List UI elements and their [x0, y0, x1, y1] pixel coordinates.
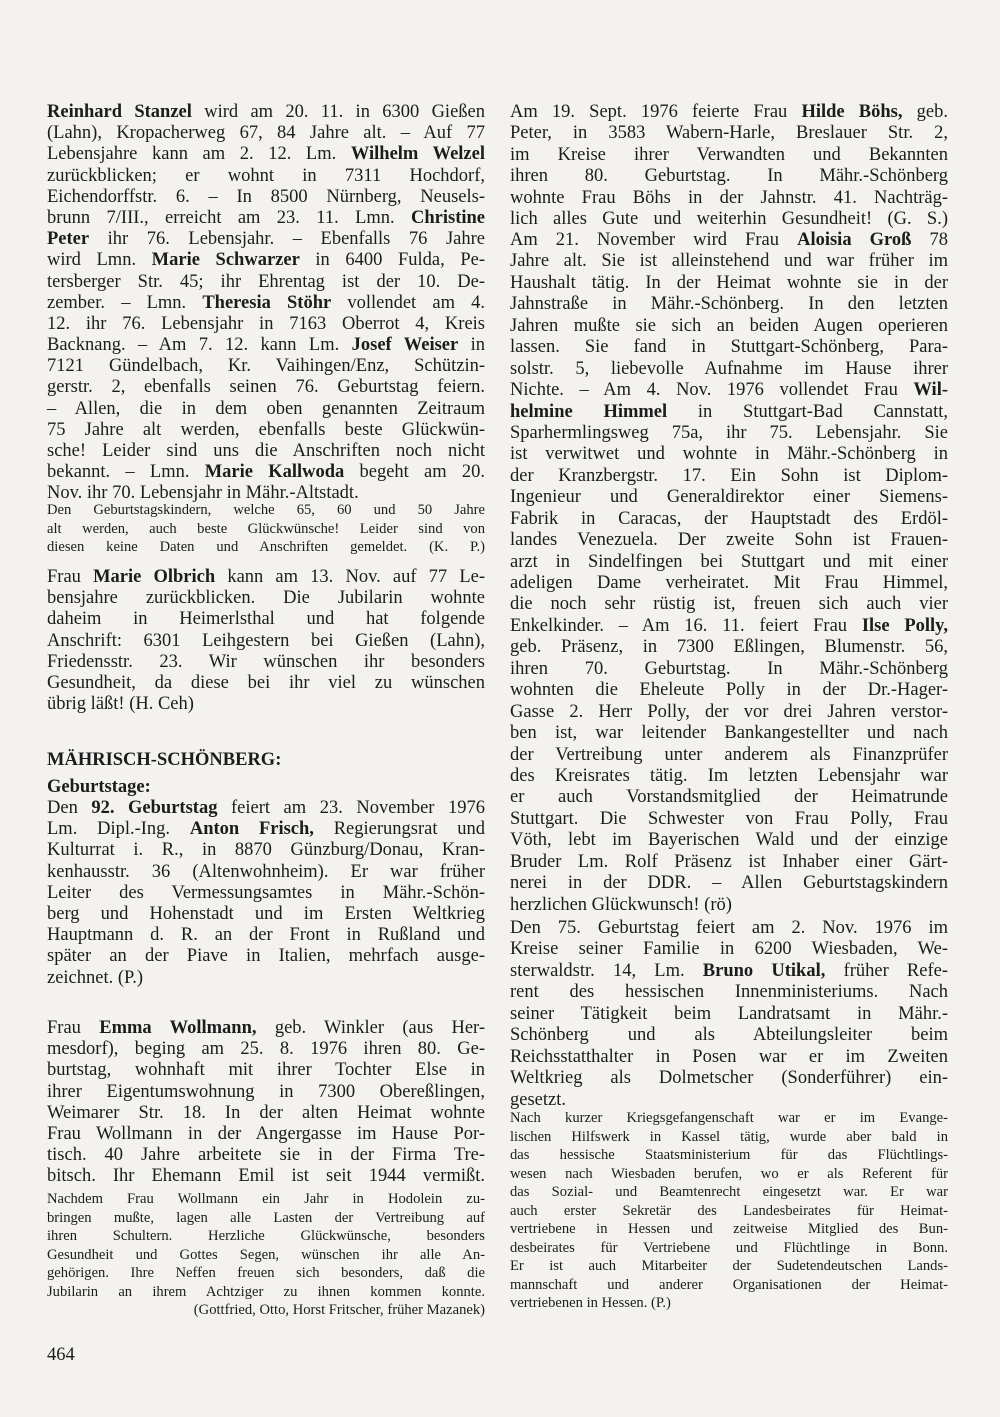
text-run: kann am 13. Nov. auf 77 Le- — [215, 567, 485, 587]
text-line — [510, 1257, 948, 1276]
bold-name: Theresia Stöhr — [202, 292, 332, 313]
text-line — [47, 694, 485, 715]
text-line — [47, 567, 485, 588]
text-run: bekannt. – Lmn. — [47, 462, 205, 483]
text-run: Jubilarin an ihrem Achtziger zu ihnen kommen konnte. — [47, 1283, 485, 1300]
bold-name: Wil- — [913, 380, 948, 401]
article-anton-frisch — [47, 798, 485, 989]
text-line — [510, 1276, 948, 1295]
text-line — [510, 787, 948, 808]
text-run: 7121 Gündelbach, Kr. Vaihingen/Enz, Schützin- — [47, 356, 485, 377]
text-line — [47, 1190, 485, 1209]
text-run: begeht am 20. — [344, 462, 485, 483]
text-run: Haushalt tätig. In der Heimat wohnte sie in der — [510, 272, 948, 293]
text-run: Backnang. – Am 7. 12. kann Lm. — [47, 335, 352, 356]
text-line — [510, 1047, 948, 1068]
text-run: kenhausstr. 36 (Altenwohnheim). Er war früher — [47, 861, 485, 882]
note-birthday-children — [47, 501, 485, 557]
bold-name: Aloisia Groß — [797, 230, 912, 250]
text-run: Frau — [47, 1018, 100, 1038]
text-line — [47, 925, 485, 946]
text-line — [510, 659, 948, 680]
text-line — [47, 1227, 485, 1246]
text-run: Peter, in 3583 Wabern-Harle, Breslauer Str. 2, — [510, 123, 948, 144]
text-line — [47, 1082, 485, 1103]
text-line — [47, 1103, 485, 1124]
text-line — [510, 123, 948, 144]
text-line — [510, 873, 948, 894]
article-aloisia-gross — [510, 230, 948, 916]
text-run: 12. ihr 76. Lebensjahr in 7163 Oberrot 4, Kreis — [47, 313, 485, 334]
text-line — [510, 530, 948, 551]
text-line — [510, 745, 948, 766]
subheading-geburtstage: Geburtstage: — [47, 777, 151, 797]
text-run: Reichsstatthalter in Posen war er im Zweiten — [510, 1046, 948, 1067]
text-run: Fabrik in Caracas, der Hauptstadt des Erdöl- — [510, 508, 948, 529]
text-line — [510, 918, 948, 939]
article-hilde-boehs — [510, 102, 948, 231]
text-line — [510, 1004, 948, 1025]
text-line — [47, 673, 485, 694]
section-heading: MÄHRISCH-SCHÖNBERG: — [47, 750, 282, 770]
text-line — [47, 904, 485, 925]
text-line — [510, 1128, 948, 1147]
text-run: alt werden, auch beste Glückwünsche! Leider sind von — [47, 520, 485, 537]
text-run: später an der Piave in Italien, mehrfach ausge- — [47, 946, 485, 967]
text-run: Nachdem Frau Wollmann ein Jahr in Hodolein zu- — [47, 1191, 485, 1207]
text-line — [510, 466, 948, 487]
text-run: Leiter des Vermessungsamtes in Mähr.-Schön- — [47, 882, 485, 903]
text-run: mannschaft und anderer Organisationen der Heimat- — [510, 1276, 948, 1293]
text-run: in Stuttgart-Bad Cannstatt, — [667, 401, 948, 422]
text-line — [47, 1145, 485, 1166]
text-line — [510, 723, 948, 744]
text-line — [47, 377, 485, 398]
text-run: wohnten die Eheleute Polly in der Dr.-Hager- — [510, 680, 948, 701]
text-run: Nov. ihr 70. Lebensjahr in Mähr.-Altstadt. — [47, 483, 359, 504]
text-run: wohnte Frau Böhs in der Jahnstr. 41. Nachträg- — [510, 187, 948, 208]
text-line — [510, 1202, 948, 1221]
bold-name: Marie Olbrich — [93, 567, 216, 587]
text-line — [510, 939, 948, 960]
bold-name: Bruno Utikal, — [702, 960, 826, 981]
text-run: Lm. Dipl.-Ing. — [47, 819, 190, 840]
text-line — [510, 1090, 948, 1111]
text-run: Gasse 2. Herr Polly, der vor drei Jahren verstor- — [510, 701, 948, 722]
text-run: diesen keine Daten und Anschriften gemeldet. (K. P.) — [47, 539, 485, 555]
text-line — [510, 273, 948, 294]
article-emma-wollmann — [47, 1018, 485, 1188]
text-line — [47, 819, 485, 840]
bold-name: Marie Schwarzer — [151, 250, 300, 271]
text-run: das hessische Staatsministerium für das Flüchtlings- — [510, 1147, 948, 1163]
text-run: Stuttgart. Die Schwester von Frau Polly, Frau — [510, 808, 948, 829]
text-run: burtstag, wohnhaft mit ihrer Tochter Else in — [47, 1060, 485, 1081]
text-line — [47, 946, 485, 967]
text-run: Kulturrat i. R., in 8870 Günzburg/Donau, Kran- — [47, 840, 485, 861]
text-run: Kreise seiner Familie in 6200 Wiesbaden, We- — [510, 939, 948, 960]
text-run: ist verwitwet und wohnte in Mähr.-Schönberg in — [510, 444, 948, 465]
text-line — [47, 399, 485, 420]
text-line — [510, 1025, 948, 1046]
text-run: ihr 76. Lebensjahr. – Ebenfalls 76 Jahre — [89, 229, 485, 250]
text-run: Lebensjahre kann am 2. 12. Lm. — [47, 144, 351, 165]
text-run: übrig läßt! (H. Ceh) — [47, 694, 194, 715]
text-run: Am 21. November wird Frau — [510, 230, 798, 250]
text-run: berg und Hohenstadt und im Ersten Weltkrieg — [47, 903, 485, 924]
text-run: im Kreise ihrer Verwandten und Bekannten — [510, 144, 948, 165]
text-run: lich alles Gute und weiterhin Gesundheit! (G. S.) — [510, 209, 948, 230]
article-bruno-utikal — [510, 918, 948, 1111]
text-run: landes Venezuela. Der zweite Sohn ist Frauen- — [510, 530, 948, 551]
text-line — [510, 487, 948, 508]
text-run: solstr. 5, liebevolle Aufnahme im Hause ihrer — [510, 358, 948, 379]
text-run: Er ist auch Mitarbeiter der Sudetendeutschen Lands- — [510, 1258, 948, 1274]
text-run: ihrer Eigentumswohnung in 7300 Obereßlingen, — [47, 1081, 485, 1102]
bold-name: Anton Frisch, — [189, 819, 314, 840]
text-line — [510, 895, 948, 916]
text-run: vertriebenen in Hessen. (P.) — [510, 1295, 671, 1311]
text-run: Anschrift: 6301 Leihgestern bei Gießen (Lahn), — [47, 630, 485, 651]
bold-name: Emma Wollmann, — [99, 1018, 257, 1038]
text-line — [510, 616, 948, 637]
text-line — [510, 423, 948, 444]
text-line — [47, 1124, 485, 1145]
text-line — [47, 102, 485, 123]
text-run: Weltkrieg als Dolmetscher (Sonderführer) ein- — [510, 1068, 948, 1089]
text-run: Vöth, lebt im Bayerischen Wald und der einzige — [510, 830, 948, 851]
bold-name: Marie Kallwoda — [204, 462, 345, 483]
text-line — [47, 520, 485, 539]
text-line — [47, 968, 485, 989]
text-line — [510, 188, 948, 209]
text-run: geb. Präsenz, in 7300 Eßlingen, Blumenstr. 56, — [510, 637, 948, 658]
text-run: 75 Jahre alt werden, ebenfalls beste Glückwün- — [47, 419, 485, 440]
text-line — [510, 573, 948, 594]
text-run: Hauptmann d. R. an der Front in Rußland und — [47, 925, 485, 946]
text-run: Nach kurzer Kriegsgefangenschaft war er im Evange- — [510, 1110, 948, 1126]
text-line — [510, 961, 948, 982]
text-line — [47, 1264, 485, 1283]
text-run: zurückblicken; er wohnt in 7311 Hochdorf, — [47, 165, 485, 186]
text-run: sche! Leider sind uns die Anschriften noch nicht — [47, 441, 485, 461]
text-line — [510, 102, 948, 123]
text-run: ihren 80. Geburtstag. In Mähr.-Schönberg — [510, 166, 948, 187]
text-run: feiert am 23. November 1976 — [217, 798, 485, 818]
text-line — [510, 402, 948, 423]
text-line — [47, 123, 485, 144]
bold-name: Peter — [47, 229, 90, 250]
text-run: Sparhermlingsweg 75a, ihr 75. Lebensjahr. Sie — [510, 422, 948, 443]
text-line — [47, 501, 485, 520]
text-line — [47, 862, 485, 883]
text-run: zember. – Lmn. — [47, 292, 203, 313]
text-run: Frau — [47, 567, 94, 587]
text-run: sterwaldstr. 14, Lm. — [510, 960, 703, 981]
text-line — [47, 538, 485, 557]
text-run: rent des hessischen Innenministeriums. Nach — [510, 982, 948, 1003]
text-run: Jahre alt. Sie ist alleinstehend und war früher im — [510, 251, 948, 272]
text-run: herzlichen Glückwunsch! (rö) — [510, 894, 732, 915]
text-line — [47, 1246, 485, 1265]
text-line — [510, 230, 948, 251]
text-line — [47, 462, 485, 483]
bold-name: 92. Geburtstag — [91, 798, 218, 818]
text-run: desbeirates für Vertriebene und Flüchtlinge in Bonn. — [510, 1239, 948, 1256]
text-line — [510, 1068, 948, 1089]
text-run: in — [458, 335, 486, 356]
text-line — [47, 208, 485, 229]
text-run: der Vertreibung unter anderem als Finanzprüfer — [510, 744, 948, 765]
text-run: lassen. Sie fand in Stuttgart-Schönberg, Para- — [510, 337, 948, 358]
text-line — [510, 1146, 948, 1165]
text-line — [47, 1060, 485, 1081]
text-run: bitsch. Ihr Ehemann Emil ist seit 1944 vermißt. — [47, 1166, 485, 1187]
text-run: zeichnet. (P.) — [47, 967, 144, 988]
text-run: geb. — [902, 102, 948, 122]
text-run: wird am 20. 11. in 6300 Gießen — [191, 102, 485, 122]
text-run: auch erster Sekretär des Landesbeirates für Heimat- — [510, 1202, 948, 1219]
text-line — [47, 335, 485, 356]
text-run: Den Geburtstagskindern, welche 65, 60 und 50 Jahre — [47, 502, 485, 518]
text-run: arzt in Sindelfingen bei Stuttgart und mit einer — [510, 551, 948, 572]
text-run: Friedensstr. 23. Wir wünschen ihr besonders — [47, 651, 485, 672]
text-line — [510, 594, 948, 615]
text-line — [510, 1165, 948, 1184]
text-run: bringen mußte, lagen alle Lasten der Vertreibung auf — [47, 1209, 485, 1226]
text-run: tisch. 40 Jahre arbeitete sie in der Firma Tre- — [47, 1145, 485, 1166]
text-run: früher Refe- — [825, 960, 949, 981]
text-line — [47, 314, 485, 335]
bold-name: Hilde Böhs, — [801, 102, 903, 122]
text-line — [510, 294, 948, 315]
text-run: 78 — [911, 230, 949, 250]
text-line — [47, 883, 485, 904]
text-line — [47, 1039, 485, 1060]
text-line — [510, 852, 948, 873]
text-run: Regierungsrat und — [313, 819, 486, 840]
text-run: wesen nach Wiesbaden berufen, wo er als Referent für — [510, 1165, 948, 1182]
text-run: in 6400 Fulda, Pe- — [299, 250, 485, 271]
text-line — [47, 798, 485, 819]
text-run: Schönberg und als Abteilungsleiter beim — [510, 1025, 948, 1046]
text-line — [47, 588, 485, 609]
text-line — [47, 1283, 485, 1302]
text-line — [510, 982, 948, 1003]
text-run: Jahren mußte sie sich an beiden Augen operieren — [510, 315, 948, 336]
text-run: das Sozial- und Beamtenrecht eingesetzt war. Er war — [510, 1184, 948, 1200]
text-line — [47, 272, 485, 293]
text-line — [510, 830, 948, 851]
text-run: Enkelkinder. – Am 16. 11. feiert Frau — [510, 615, 862, 636]
text-line — [47, 293, 485, 314]
text-run: Eichendorffstr. 6. – In 8500 Nürnberg, Neusels- — [47, 186, 485, 207]
text-run: gerstr. 2, ebenfalls seinen 76. Geburtstag feiern. — [47, 377, 485, 398]
text-run: Ingenieur und Generaldirektor einer Siemens- — [510, 487, 948, 508]
text-run: Bruder Lm. Rolf Präsenz ist Inhaber einer Gärt- — [510, 851, 948, 872]
text-run: Den — [47, 798, 92, 818]
text-run: Am 19. Sept. 1976 feierte Frau — [510, 102, 802, 122]
text-line — [47, 187, 485, 208]
article-bruno-utikal-continued — [510, 1109, 948, 1313]
text-line — [510, 145, 948, 166]
text-line — [510, 809, 948, 830]
text-line — [47, 441, 485, 462]
bold-name: Christine — [411, 207, 485, 228]
text-run: Jahnstraße in Mähr.-Schönberg. In den letzten — [510, 294, 948, 315]
article-emma-wollmann-continued — [47, 1190, 485, 1320]
text-line — [47, 356, 485, 377]
text-run: Den 75. Geburtstag feiert am 2. Nov. 1976 im — [510, 918, 948, 938]
text-line — [47, 229, 485, 250]
text-run: adeligen Dame verheiratet. Mit Frau Himmel, — [510, 573, 948, 593]
text-line — [510, 1220, 948, 1239]
article-stanzel-birthdays — [47, 102, 485, 505]
text-line — [47, 250, 485, 271]
text-run: tersberger Str. 45; ihr Ehrentag ist der 10. De- — [47, 271, 485, 292]
text-line — [510, 552, 948, 573]
text-run: wird Lmn. — [47, 250, 152, 271]
text-run: ben ist, war leitender Bankangestellter und nach — [510, 723, 948, 744]
text-run: gesetzt. — [510, 1089, 566, 1110]
text-run: ihren 70. Geburtstag. In Mähr.-Schönberg — [510, 658, 948, 679]
text-run: – Allen, die in dem oben genannten Zeitraum — [47, 398, 485, 419]
text-run: (Lahn), Kropacherweg 67, 84 Jahre alt. – Auf 77 — [47, 123, 485, 144]
text-line — [510, 1294, 948, 1313]
bold-name: Wilhelm Welzel — [350, 144, 485, 165]
text-run: brunn 7/III., erreicht am 23. 11. Lmn. — [47, 207, 411, 228]
text-run: des Kreisrates tätig. Im letzten Lebensjahr war — [510, 765, 948, 786]
text-run: die noch sehr rüstig ist, freuen sich auch vier — [510, 594, 948, 615]
text-line — [47, 840, 485, 861]
text-run: daheim in Heimerlsthal und hat folgende — [47, 609, 485, 630]
text-line — [510, 380, 948, 401]
text-run: vertriebene in Hessen und zeitweise Mitglied des Bun- — [510, 1221, 948, 1237]
text-line — [510, 444, 948, 465]
text-run: (Gottfried, Otto, Horst Fritscher, früher Mazanek) — [193, 1302, 485, 1318]
text-run: der Kranzbergstr. 17. Ein Sohn ist Diplom- — [510, 465, 948, 486]
text-run: bensjahre zurückblicken. Die Jubilarin wohnte — [47, 588, 485, 609]
text-run: vollendet am 4. — [331, 292, 485, 313]
text-line — [47, 144, 485, 165]
text-run: seiner Tätigkeit beim Landratsamt in Mähr.- — [510, 1003, 948, 1024]
text-run: Gesundheit, da diese bei ihr viel zu wünschen — [47, 672, 485, 693]
text-run: ihren Schultern. Herzliche Glückwünsche, besonders — [47, 1228, 485, 1244]
text-run: Frau Wollmann in der Angergasse im Hause Por- — [47, 1123, 485, 1144]
text-line — [510, 637, 948, 658]
bold-name: Josef Weiser — [351, 335, 459, 356]
article-marie-olbrich — [47, 567, 485, 715]
text-line — [510, 1183, 948, 1202]
page-number: 464 — [47, 1345, 75, 1365]
text-line — [510, 359, 948, 380]
text-run: gehörigen. Ihre Neffen freuen sich besonders, daß die — [47, 1265, 485, 1281]
text-run: nerei in der DDR. – Allen Geburtstagskindern — [510, 873, 948, 894]
text-line — [510, 766, 948, 787]
text-line — [510, 702, 948, 723]
text-run: Weimarer Str. 18. In der alten Heimat wohnte — [47, 1102, 485, 1123]
text-run: er auch Vorstandsmitglied der Heimatrunde — [510, 787, 948, 808]
text-line — [510, 509, 948, 530]
text-run: lischen Hilfswerk in Kassel tätig, wurde aber bald in — [510, 1128, 948, 1145]
text-line — [510, 251, 948, 272]
text-line — [47, 1166, 485, 1187]
text-line — [510, 166, 948, 187]
text-line — [510, 209, 948, 230]
text-run: Gesundheit und Gottes Segen, wünschen ihr alle An- — [47, 1246, 485, 1263]
text-line — [510, 337, 948, 358]
text-line — [510, 316, 948, 337]
text-line — [47, 652, 485, 673]
bold-name: helmine Himmel — [510, 401, 668, 422]
text-line — [47, 420, 485, 441]
bold-name: Reinhard Stanzel — [47, 102, 192, 122]
text-line — [47, 1301, 485, 1320]
bold-name: Ilse Polly, — [861, 615, 949, 636]
text-line — [510, 1239, 948, 1258]
text-line — [47, 609, 485, 630]
text-run: Nichte. – Am 4. Nov. 1976 vollendet Frau — [510, 380, 914, 401]
text-run: mesdorf), beging am 25. 8. 1976 ihren 80. Ge- — [47, 1039, 485, 1060]
text-line — [47, 166, 485, 187]
text-line — [47, 1018, 485, 1039]
text-line — [510, 680, 948, 701]
text-line — [47, 1209, 485, 1228]
text-line — [47, 631, 485, 652]
text-run: geb. Winkler (aus Her- — [256, 1018, 486, 1038]
text-line — [510, 1109, 948, 1128]
